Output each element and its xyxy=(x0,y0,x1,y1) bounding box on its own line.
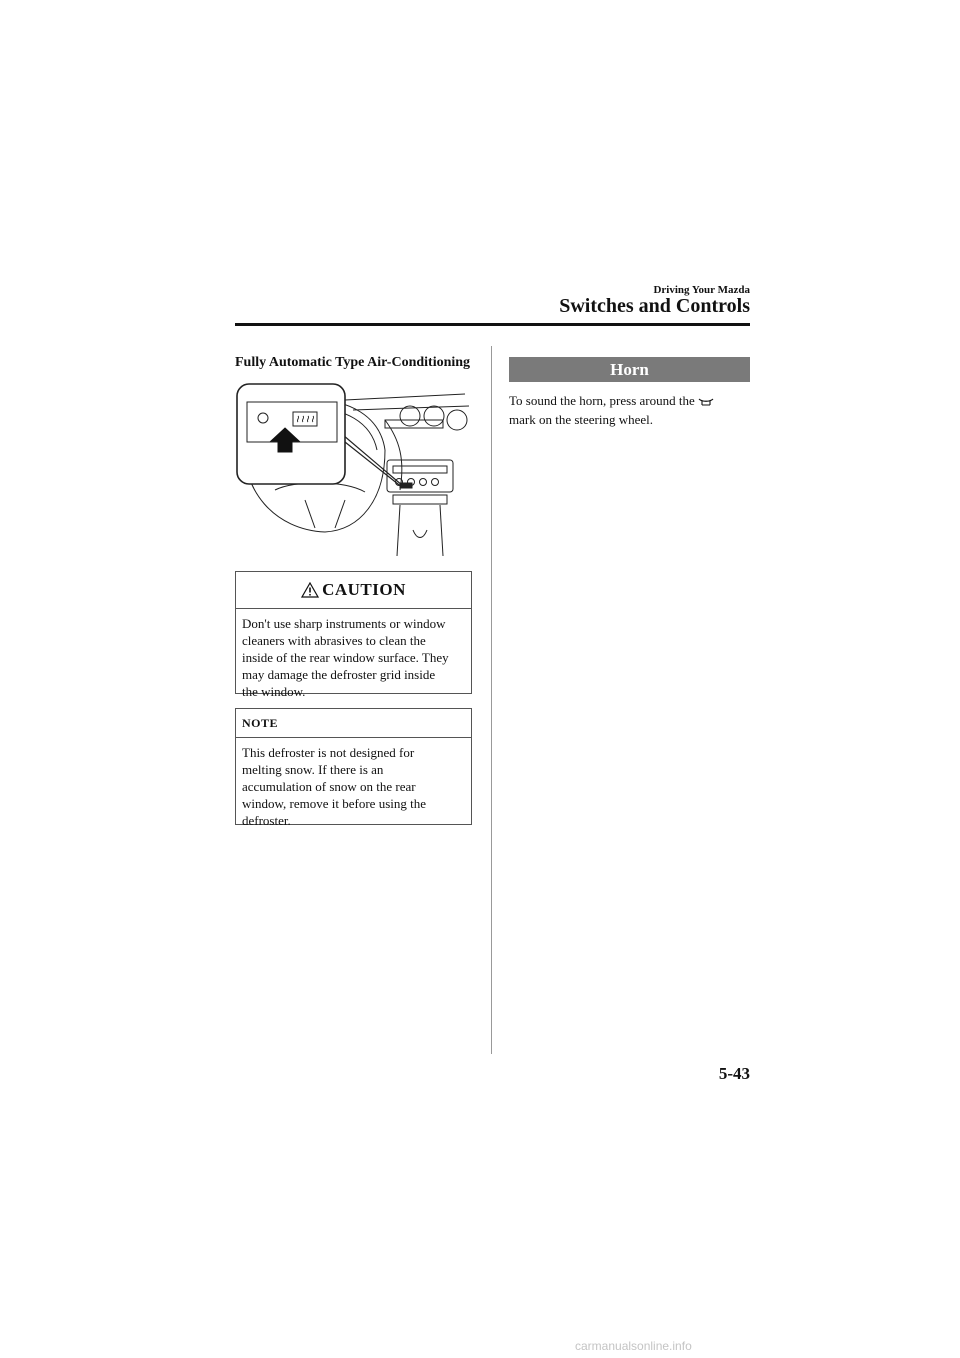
chapter-title: Driving Your Mazda xyxy=(653,284,750,296)
subheading-air-conditioning: Fully Automatic Type Air-Conditioning xyxy=(235,355,471,370)
caution-title: CAUTION xyxy=(322,580,406,599)
note-line: defroster. xyxy=(242,813,291,828)
rear-defroster-switch-illustration xyxy=(235,380,475,556)
horn-text-line1: To sound the horn, press around the xyxy=(509,393,695,408)
caution-box xyxy=(235,571,472,699)
section-title: Switches and Controls xyxy=(559,295,750,317)
horn-icon xyxy=(698,394,714,411)
caution-line: Don't use sharp instruments or window xyxy=(242,616,446,631)
caution-body xyxy=(236,609,471,700)
caution-header xyxy=(236,572,471,609)
horn-section-title: Horn xyxy=(509,357,750,382)
caution-line: inside of the rear window surface. They xyxy=(242,650,449,665)
header-rule xyxy=(235,323,750,326)
horn-text-line2: mark on the steering wheel. xyxy=(509,411,654,427)
column-divider xyxy=(491,346,492,1054)
caution-line: may damage the defroster grid inside xyxy=(242,667,436,682)
caution-line: the window. xyxy=(242,684,306,699)
note-line: This defroster is not designed for xyxy=(242,745,415,760)
note-body xyxy=(236,738,471,829)
watermark: carmanualsonline.info xyxy=(575,1339,692,1353)
warning-triangle-icon xyxy=(301,582,319,598)
note-line: melting snow. If there is an xyxy=(242,762,384,777)
note-title: NOTE xyxy=(236,709,471,738)
note-line: window, remove it before using the xyxy=(242,796,426,811)
caution-line: cleaners with abrasives to clean the xyxy=(242,633,426,648)
note-box xyxy=(235,708,472,828)
note-line: accumulation of snow on the rear xyxy=(242,779,416,794)
page-number: 5-43 xyxy=(718,1064,750,1083)
horn-description xyxy=(509,392,750,428)
